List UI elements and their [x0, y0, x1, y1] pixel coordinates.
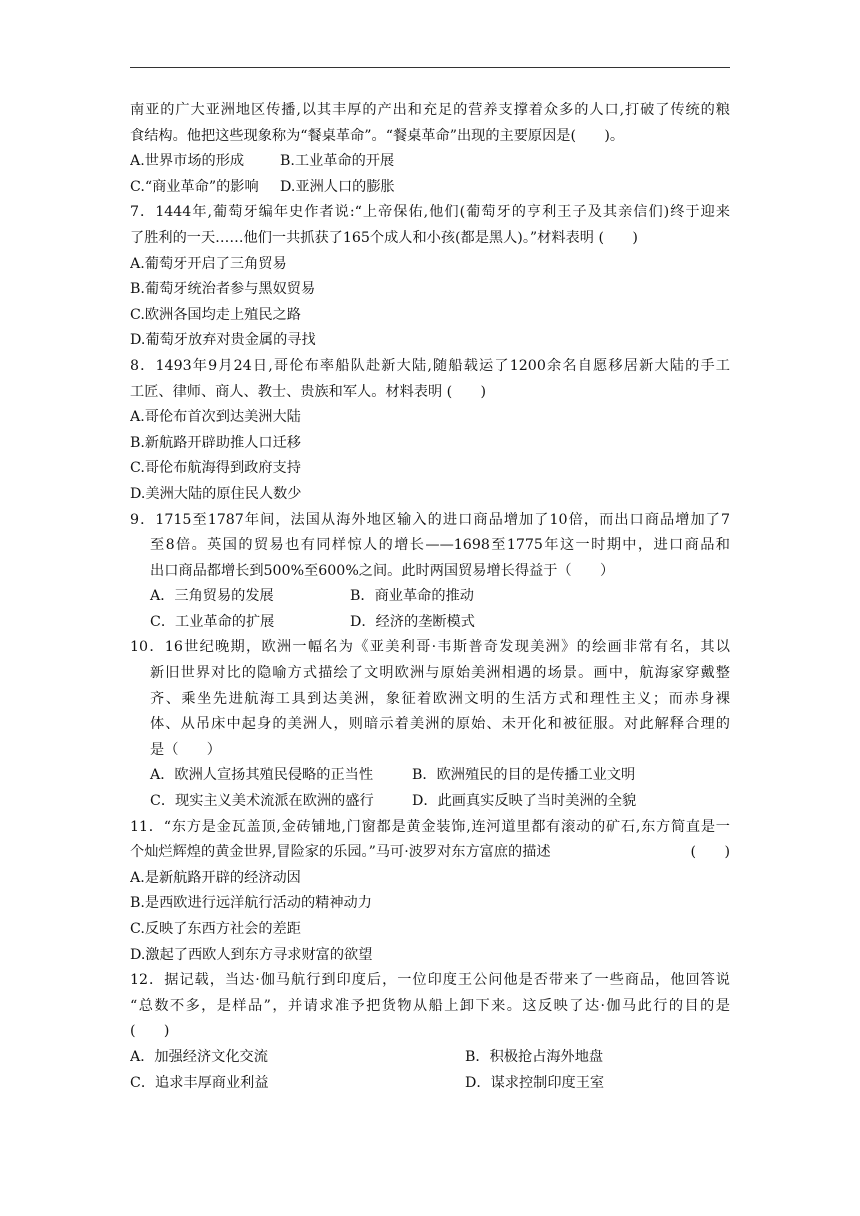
option-c: C.欧洲各国均走上殖民之路	[130, 306, 301, 323]
option-row	[130, 1045, 730, 1071]
question-8	[130, 354, 730, 508]
option-c: C．追求丰厚商业利益	[130, 1074, 269, 1091]
option-a: A.哥伦布首次到达美洲大陆	[130, 409, 301, 426]
option-a: A．加强经济文化交流	[130, 1048, 268, 1065]
question-text-line: 了胜利的一天……他们一共抓获了165个成人和小孩(都是黑人)。”材料表明 ( )	[130, 229, 638, 246]
option-row	[130, 763, 730, 789]
option-c: C．工业革命的扩展	[150, 613, 275, 630]
option-b: B．欧洲殖民的目的是传播工业文明	[412, 767, 636, 784]
question-text-line: ( )	[130, 1023, 170, 1040]
question-text-line: 11．“东方是金瓦盖顶,金砖铺地,门窗都是黄金装饰,连河道里都有滚动的矿石,东方简直是一	[130, 818, 730, 835]
option-row	[130, 175, 730, 201]
option-b: B.工业革命的开展	[280, 153, 395, 170]
option-b: B.葡萄牙统治者参与黑奴贸易	[130, 281, 316, 298]
option-row	[130, 789, 730, 815]
question-text-line: 齐、乘坐先进航海工具到达美洲，象征着欧洲文明的生活方式和理性主义；而赤身裸	[150, 690, 730, 707]
option-c: C．现实主义美术流派在欧洲的盛行	[150, 793, 374, 810]
option-row	[130, 149, 730, 175]
question-text: 个灿烂辉煌的黄金世界,冒险家的乐园。”马可·波罗对东方富庶的描述	[130, 844, 551, 861]
option-b: B.是西欧进行远洋航行活动的精神动力	[130, 895, 372, 912]
option-a: A.是新航路开辟的经济动因	[130, 869, 301, 886]
option-a: A．三角贸易的发展	[150, 588, 274, 605]
question-text-line: 10．16世纪晚期，欧洲一幅名为《亚美利哥·韦斯普奇发现美洲》的绘画非常有名，其以	[130, 639, 730, 656]
option-c: C.反映了东西方社会的差距	[130, 921, 301, 937]
question-text-line: 出口商品都增长到500%至600%之间。此时两国贸易增长得益于（ ）	[150, 562, 615, 579]
question-text-line: 12．据记载，当达·伽马航行到印度后，一位印度王公问他是否带来了一些商品，他回答说	[130, 972, 730, 989]
question-9	[130, 508, 730, 636]
option-d: D．经济的垄断模式	[350, 613, 475, 630]
question-text-line: 至8倍。英国的贸易也有同样惊人的增长——1698至1775年这一时期中，进口商品和	[150, 537, 730, 554]
question-text-line: 工匠、律师、商人、教士、贵族和军人。材料表明 ( )	[130, 383, 487, 400]
question-text-line	[130, 840, 730, 866]
option-row	[130, 1071, 730, 1097]
option-d: D.亚洲人口的膨胀	[280, 178, 395, 195]
question-text-line: 8．1493年9月24日,哥伦布率船队赴新大陆,随船载运了1200余名自愿移居新大陆的手工	[130, 357, 730, 374]
question-6-continuation	[130, 98, 730, 200]
question-text-line: 是（ ）	[150, 741, 221, 758]
option-row	[130, 610, 730, 636]
question-text-line: 南亚的广大亚洲地区传播,以其丰厚的产出和充足的营养支撑着众多的人口,打破了传统的粮	[130, 102, 730, 118]
question-text-line: 食结构。他把这些现象称为“餐桌革命”。“餐桌革命”出现的主要原因是( )。	[130, 127, 625, 144]
option-b: B.新航路开辟助推人口迁移	[130, 434, 301, 451]
header-rule	[130, 67, 730, 68]
question-11	[130, 815, 730, 969]
question-10	[130, 635, 730, 814]
question-12	[130, 968, 730, 1096]
answer-bracket: ( )	[690, 844, 730, 861]
option-row	[130, 584, 730, 610]
question-list	[130, 98, 730, 1096]
option-a: A．欧洲人宣扬其殖民侵略的正当性	[150, 767, 374, 784]
option-d: D.激起了西欧人到东方寻求财富的欲望	[130, 946, 373, 963]
option-b: B．商业革命的推动	[350, 588, 474, 605]
question-text-line: 新旧世界对比的隐喻方式描绘了文明欧洲与原始美洲相遇的场景。画中，航海家穿戴整	[150, 665, 730, 682]
question-text-line: “总数不多，是样品”，并请求准予把货物从船上卸下来。这反映了达·伽马此行的目的是	[130, 997, 730, 1014]
option-a: A.世界市场的形成	[130, 153, 245, 170]
question-7	[130, 200, 730, 354]
option-c: C.“商业革命”的影响	[130, 178, 259, 195]
question-text-line: 9．1715至1787年间，法国从海外地区输入的进口商品增加了10倍，而出口商品增加了7	[130, 511, 730, 528]
option-d: D.葡萄牙放弃对贵金属的寻找	[130, 332, 316, 349]
option-b: B．积极抢占海外地盘	[465, 1048, 604, 1065]
option-a: A.葡萄牙开启了三角贸易	[130, 255, 287, 272]
option-c: C.哥伦布航海得到政府支持	[130, 460, 301, 477]
option-d: D.美洲大陆的原住民人数少	[130, 485, 302, 502]
question-text-line: 体、从吊床中起身的美洲人，则暗示着美洲的原始、未开化和被征服。对此解释合理的	[150, 716, 730, 733]
option-d: D．谋求控制印度王室	[465, 1074, 605, 1091]
question-text-line: 7．1444年,葡萄牙编年史作者说:“上帝保佑,他们(葡萄牙的亨利王子及其亲信们)终于迎来	[130, 204, 730, 221]
option-d: D．此画真实反映了当时美洲的全貌	[412, 793, 637, 810]
